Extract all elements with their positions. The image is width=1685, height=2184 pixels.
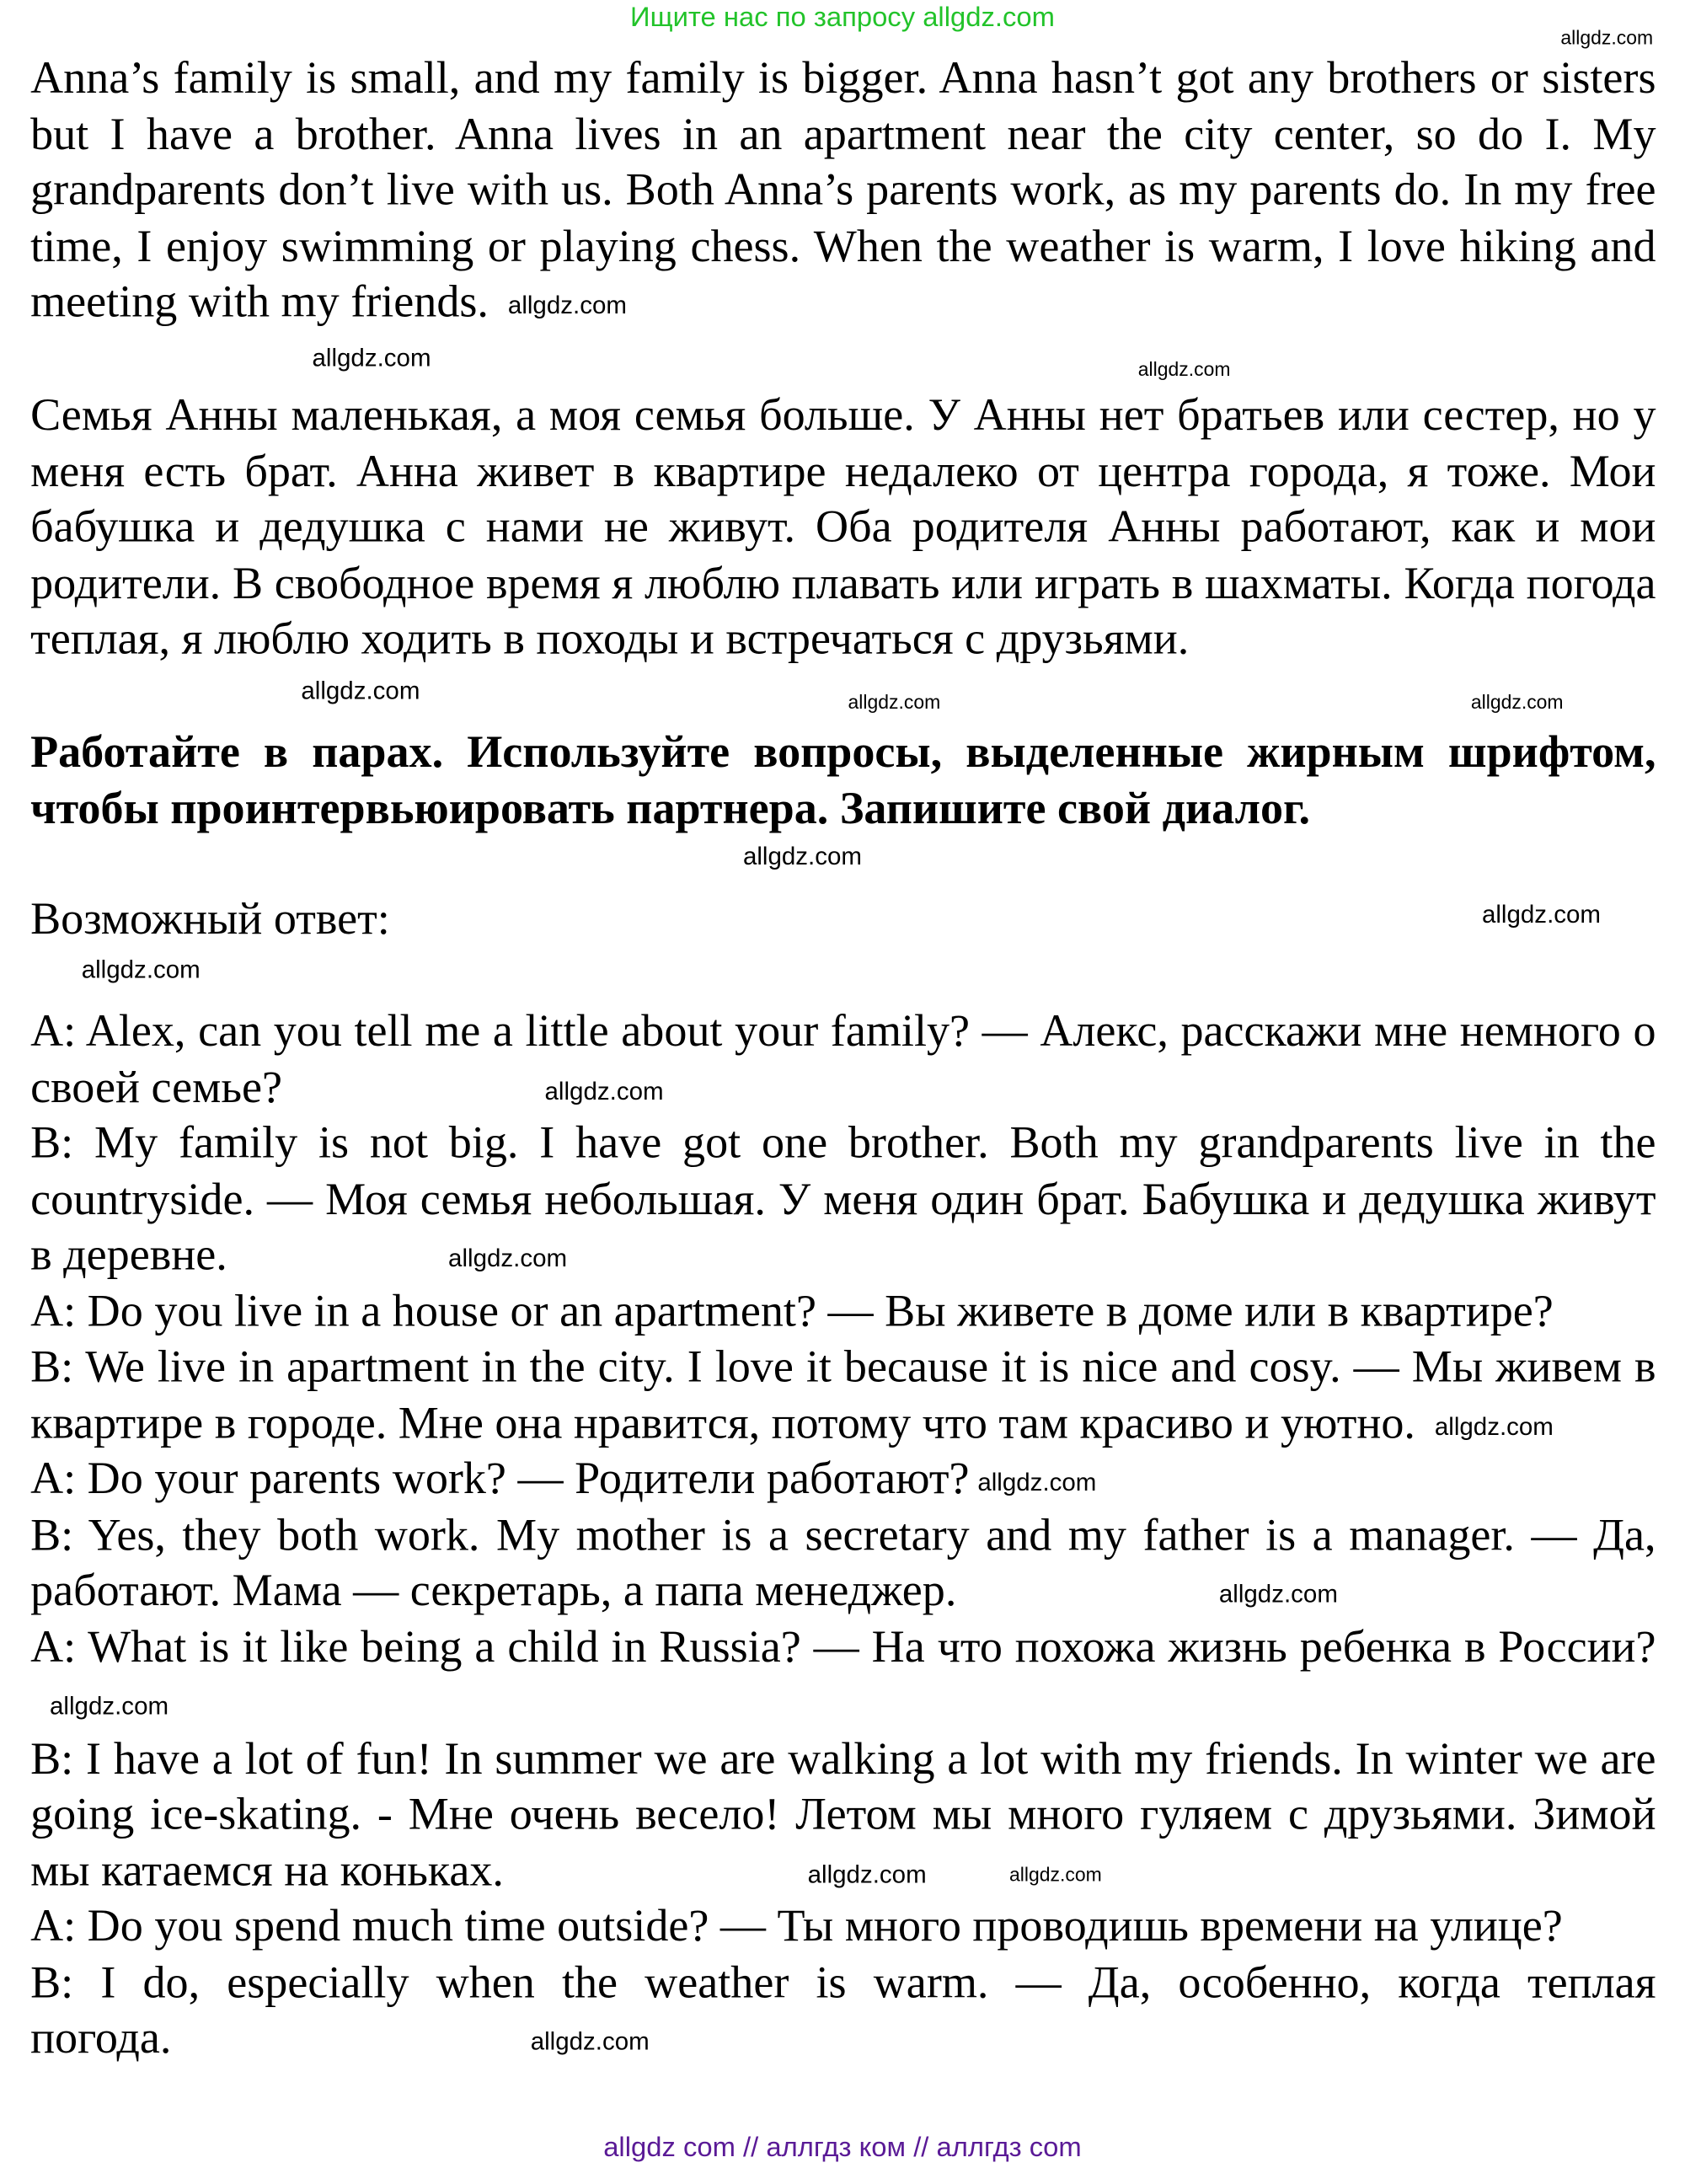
dialogue (30, 1004, 1656, 2067)
top-banner-link[interactable]: Ищите нас по запросу allgdz.com (630, 3, 1055, 34)
bottom-banner-link[interactable]: allgdz com // аллгдз ком // аллгдз com (603, 2133, 1082, 2164)
dialogue-line (30, 1732, 1656, 1899)
watermark: allgdz.com (977, 1469, 1097, 1497)
watermark: allgdz.com (742, 842, 863, 870)
watermark: allgdz.com (1137, 357, 1231, 380)
watermark: allgdz.com (50, 1692, 169, 1721)
watermark: allgdz.com (807, 1860, 927, 1888)
watermark: allgdz.com (81, 956, 201, 984)
watermark: allgdz.com (507, 292, 627, 320)
dialogue-line (30, 1284, 1656, 1340)
dialogue-line-text: A: Do you spend much time outside? — Ты много проводишь времени на улице? (30, 1902, 1563, 1952)
watermark: allgdz.com (301, 677, 420, 705)
dialogue-line-text: B: Yes, they both work. My mother is a secretary and my father is a manager. — Да, работают. Мама — секретарь, а папа менеджер. (30, 1510, 1656, 1616)
dialogue-line (30, 1340, 1656, 1452)
answer-label: Возможный ответ: (30, 895, 390, 945)
watermark: allgdz.com (1009, 1863, 1102, 1886)
watermark: allgdz.com (544, 1077, 664, 1105)
watermark: allgdz.com (448, 1245, 568, 1273)
russian-paragraph: Семья Анны маленькая, а моя семья больше. У Анны нет братьев или сестер, но у меня есть брат. Анна живет в квартире недалеко от центра города, я тоже. Мои бабушка и дедушка с нами не живут. Оба родителя Анны работают, как и мои родители. В свободное время я люблю плавать или играть в шахматы. Когда погода теплая, я люблю ходить в походы и встречаться с друзьями. (30, 390, 1656, 665)
dialogue-line-text: B: We live in apartment in the city. I love it because it is nice and cosy. — Мы живем в квартире в городе. Мне она нравится, потому что там красиво и уютно. (30, 1342, 1656, 1448)
dialogue-line-text: B: I do, especially when the weather is warm. — Да, особенно, когда теплая погода. (30, 1957, 1656, 2064)
watermark: allgdz.com (848, 690, 941, 713)
dialogue-line-text: A: What is it like being a child in Russia? — На что похожа жизнь ребенка в России? (30, 1622, 1656, 1673)
dialogue-line-text: B: I have a lot of fun! In summer we are walking a lot with my friends. In winter we are going ice-skating. - Мне очень весело! Летом мы много гуляем с друзьями. Зимой мы катаемся на коньках. (30, 1734, 1656, 1896)
dialogue-line (30, 1899, 1656, 1955)
task-instruction: Работайте в парах. Используйте вопросы, выделенные жирным шрифтом, чтобы проинтервьюировать партнера. Запишите свой диалог. (30, 727, 1656, 834)
dialogue-line (30, 1955, 1656, 2067)
dialogue-line (30, 1619, 1656, 1732)
dialogue-line (30, 1004, 1656, 1116)
dialogue-line (30, 1507, 1656, 1619)
dialogue-line (30, 1116, 1656, 1284)
dialogue-line-text: B: My family is not big. I have got one brother. Both my grandparents live in the countryside. — Моя семья небольшая. У меня один брат. Бабушка и дедушка живут в деревне. (30, 1118, 1656, 1281)
dialogue-line (30, 1452, 1656, 1507)
english-paragraph (30, 51, 1656, 331)
watermark: allgdz.com (530, 2028, 650, 2056)
dialogue-line-text: A: Do your parents work? — Родители работают? (30, 1454, 970, 1505)
english-paragraph-text: Anna’s family is small, and my family is bigger. Anna hasn’t got any brothers or sisters but I have a brother. Anna lives in an apartment near the city center, so do I. My grandparents don’t live with us. Both Anna’s parents work, as my parents do. In my free time, I enjoy swimming or playing chess. When the weather is warm, I love hiking and meeting with my friends. (30, 53, 1656, 328)
watermark: allgdz.com (1481, 900, 1602, 929)
dialogue-line-text: A: Alex, can you tell me a little about your family? — Алекс, расскажи мне немного о своей семье? (30, 1007, 1656, 1113)
watermark: allgdz.com (1470, 690, 1564, 713)
watermark: allgdz.com (312, 344, 431, 372)
watermark: allgdz.com (1434, 1412, 1554, 1441)
dialogue-line-text: A: Do you live in a house or an apartment? — Вы живете в доме или в квартире? (30, 1287, 1554, 1337)
watermark: allgdz.com (1560, 26, 1654, 49)
watermark: allgdz.com (1218, 1581, 1338, 1609)
